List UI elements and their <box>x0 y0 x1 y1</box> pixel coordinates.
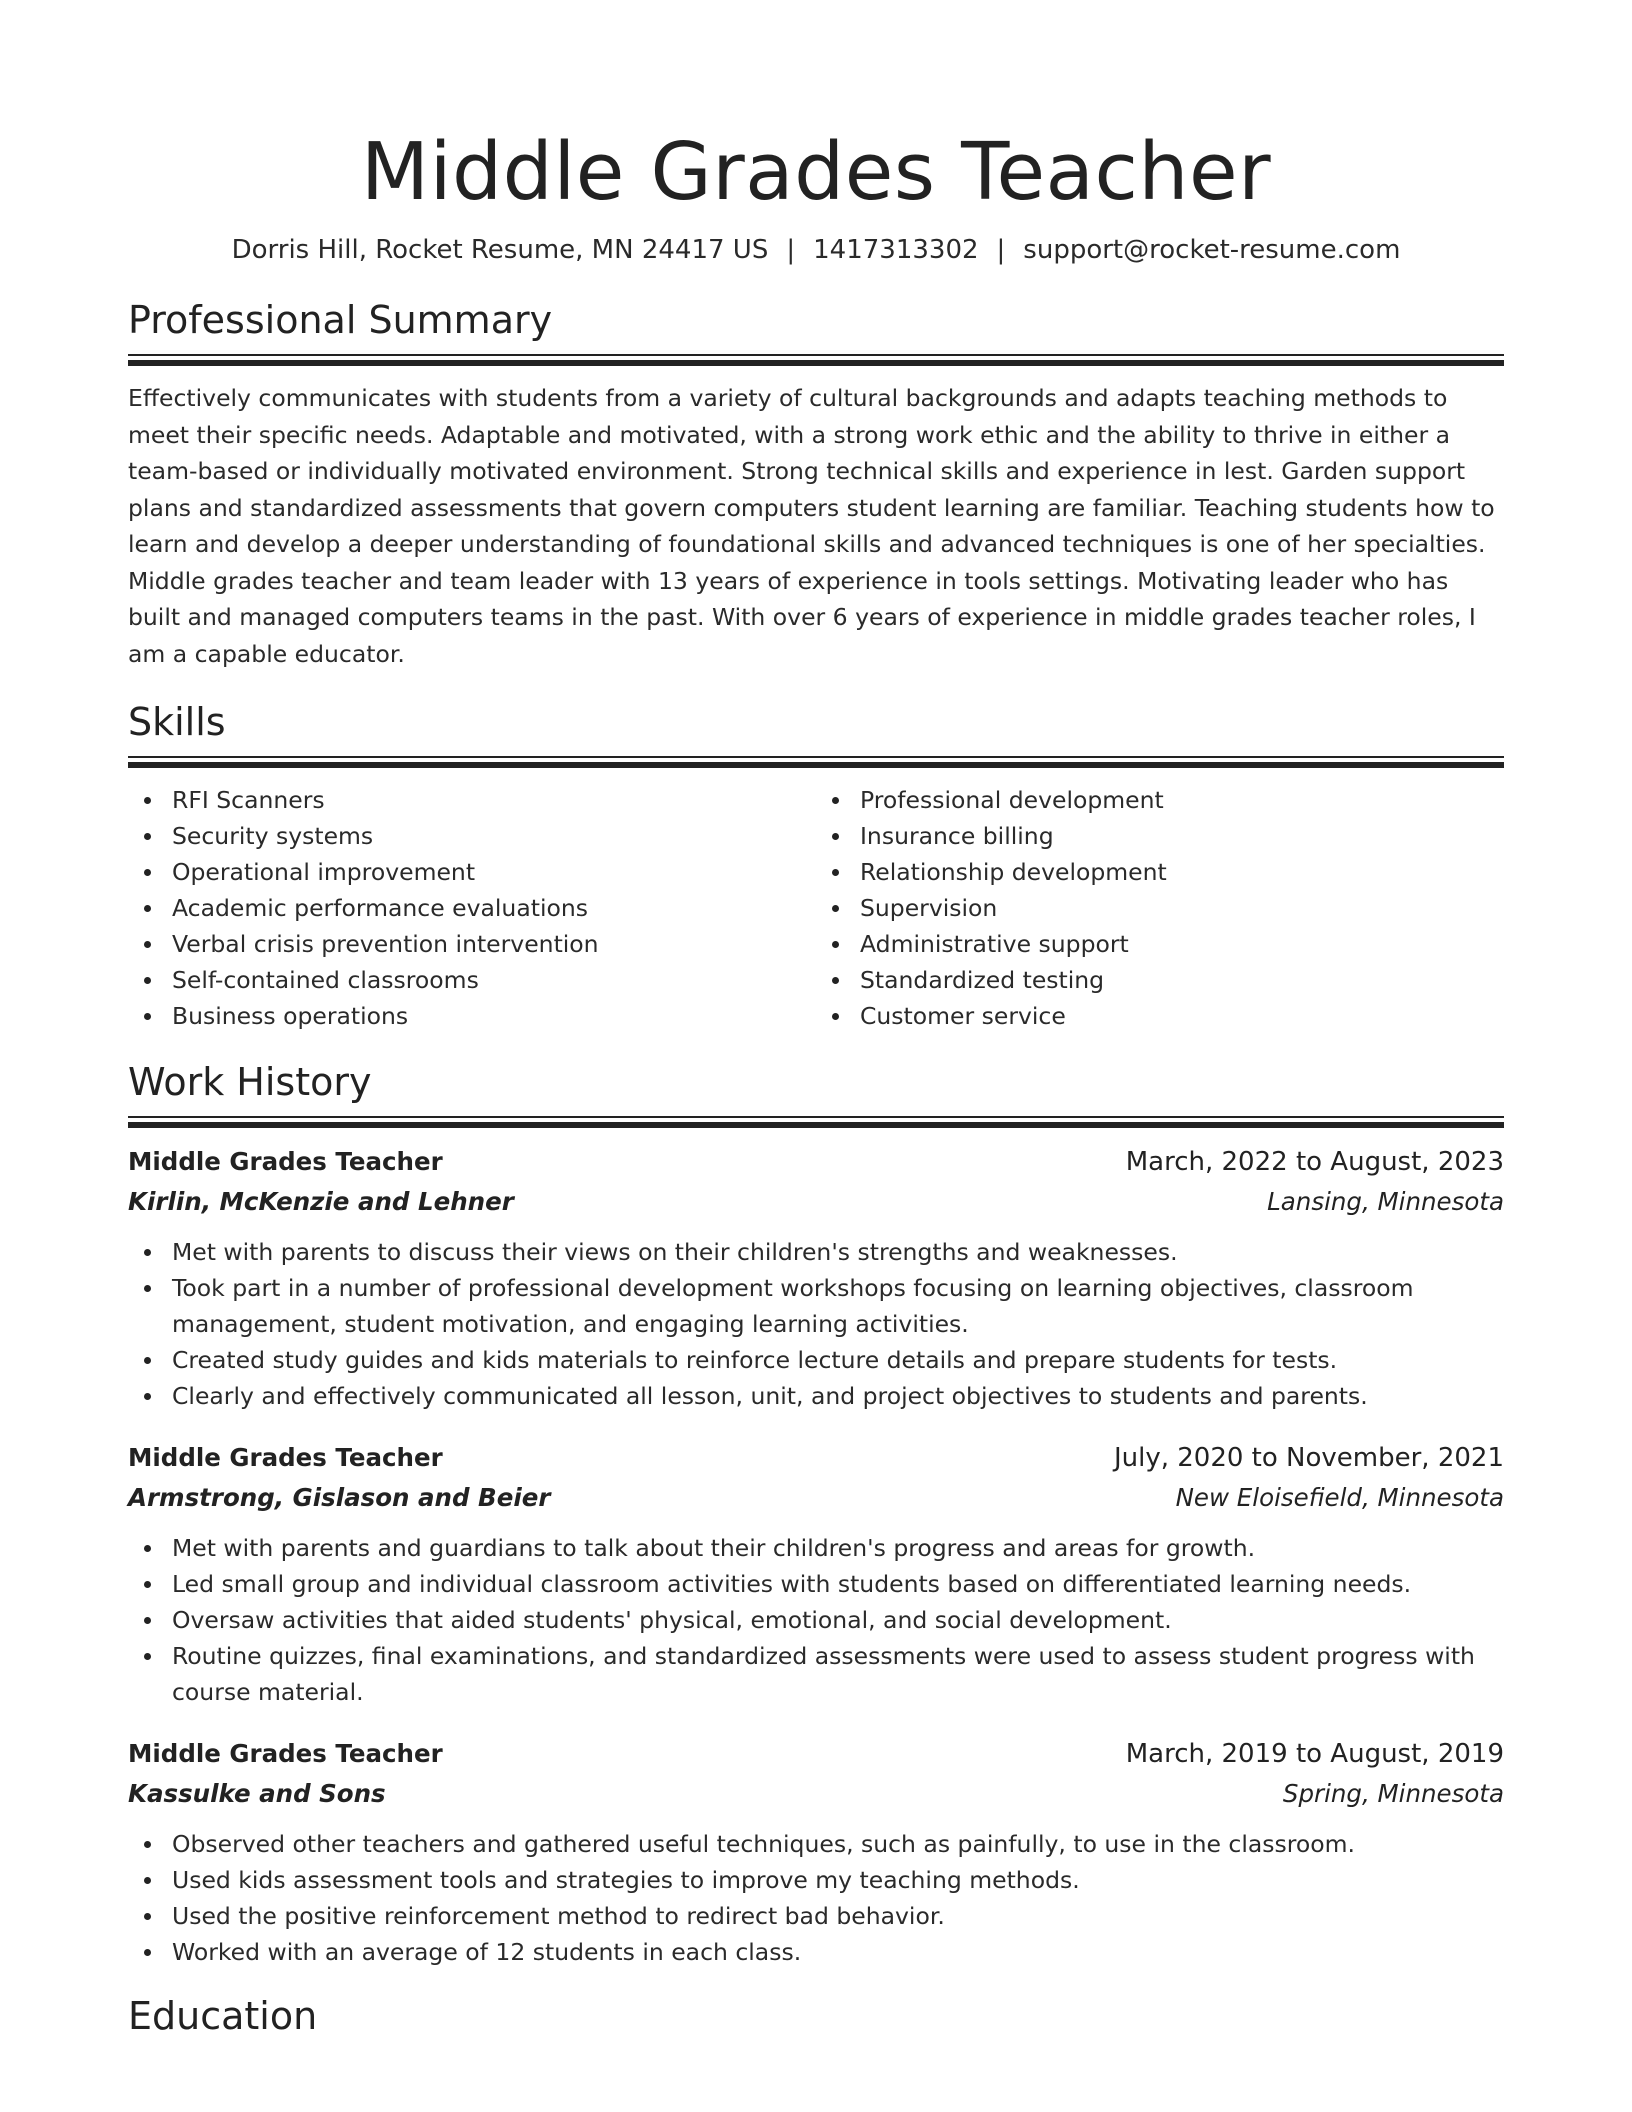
contact-separator: | <box>996 235 1006 265</box>
job-subheader-row <box>128 1182 1504 1222</box>
job-bullet: Met with parents and guardians to talk about their children's progress and areas for growth. <box>172 1530 1504 1566</box>
skill-item: Security systems <box>172 818 816 854</box>
section-divider <box>128 360 1504 366</box>
contact-address: Dorris Hill, Rocket Resume, MN 24417 US <box>231 235 769 265</box>
skill-item: Supervision <box>860 890 1504 926</box>
job-bullet: Led small group and individual classroom activities with students based on differentiated learning needs. <box>172 1566 1504 1602</box>
job-dates: July, 2020 to November, 2021 <box>1113 1443 1504 1473</box>
contact-separator: | <box>786 235 796 265</box>
resume-title: Middle Grades Teacher <box>360 126 1272 218</box>
skills-list-left <box>128 782 816 1034</box>
skill-item: Administrative support <box>860 926 1504 962</box>
job-bullet: Oversaw activities that aided students' physical, emotional, and social development. <box>172 1602 1504 1638</box>
job-title: Middle Grades Teacher <box>128 1739 443 1768</box>
job-subheader-row <box>128 1774 1504 1814</box>
summary-section <box>128 296 1504 672</box>
job-entry <box>128 1438 1504 1710</box>
skill-item: Self-contained classrooms <box>172 962 816 998</box>
section-divider <box>128 762 1504 768</box>
job-dates: March, 2019 to August, 2019 <box>1125 1739 1504 1769</box>
skill-item: Business operations <box>172 998 816 1034</box>
skill-item: RFI Scanners <box>172 782 816 818</box>
skill-item: Insurance billing <box>860 818 1504 854</box>
section-heading-summary: Professional Summary <box>128 298 553 342</box>
skill-item: Professional development <box>860 782 1504 818</box>
job-header-row <box>128 1438 1504 1478</box>
job-subheader-row <box>128 1478 1504 1518</box>
section-divider <box>128 1116 1504 1118</box>
section-divider <box>128 354 1504 356</box>
job-header-row <box>128 1142 1504 1182</box>
section-heading-work-history: Work History <box>128 1060 372 1104</box>
work-history-section <box>128 1058 1504 1970</box>
section-divider <box>128 1122 1504 1128</box>
skill-item: Verbal crisis prevention intervention <box>172 926 816 962</box>
job-title: Middle Grades Teacher <box>128 1443 443 1472</box>
job-header-row <box>128 1734 1504 1774</box>
skills-grid <box>128 782 1504 1034</box>
job-title: Middle Grades Teacher <box>128 1147 443 1176</box>
job-company: Kassulke and Sons <box>128 1779 386 1808</box>
section-divider <box>128 756 1504 758</box>
resume-page <box>128 0 1504 2040</box>
job-bullet: Clearly and effectively communicated all lesson, unit, and project objectives to students and parents. <box>172 1378 1504 1414</box>
skills-list-right <box>816 782 1504 1034</box>
job-bullets <box>128 1234 1504 1414</box>
contact-phone: 1417313302 <box>813 235 979 265</box>
job-dates: March, 2022 to August, 2023 <box>1125 1147 1504 1177</box>
skill-item: Academic performance evaluations <box>172 890 816 926</box>
education-section <box>128 1992 1504 2040</box>
job-bullet: Used kids assessment tools and strategies to improve my teaching methods. <box>172 1862 1504 1898</box>
job-entry <box>128 1142 1504 1414</box>
job-bullet: Worked with an average of 12 students in each class. <box>172 1934 1504 1970</box>
skill-item: Customer service <box>860 998 1504 1034</box>
skill-item: Relationship development <box>860 854 1504 890</box>
job-bullet: Observed other teachers and gathered useful techniques, such as painfully, to use in the classroom. <box>172 1826 1504 1862</box>
job-bullets <box>128 1530 1504 1710</box>
job-company: Kirlin, McKenzie and Lehner <box>128 1187 514 1216</box>
job-bullets <box>128 1826 1504 1970</box>
contact-line <box>128 232 1504 268</box>
job-bullet: Created study guides and kids materials to reinforce lecture details and prepare students for tests. <box>172 1342 1504 1378</box>
job-company: Armstrong, Gislason and Beier <box>128 1483 551 1512</box>
job-bullet: Used the positive reinforcement method to redirect bad behavior. <box>172 1898 1504 1934</box>
skill-item: Standardized testing <box>860 962 1504 998</box>
job-entry <box>128 1734 1504 1970</box>
job-bullet: Routine quizzes, final examinations, and standardized assessments were used to assess student progress with course material. <box>172 1638 1504 1710</box>
job-bullet: Met with parents to discuss their views on their children's strengths and weaknesses. <box>172 1234 1504 1270</box>
section-heading-skills: Skills <box>128 700 226 744</box>
skills-section <box>128 698 1504 1034</box>
job-bullet: Took part in a number of professional development workshops focusing on learning objectives, classroom management, student motivation, and engaging learning activities. <box>172 1270 1504 1342</box>
job-location: Lansing, Minnesota <box>1267 1187 1504 1216</box>
job-location: New Eloisefield, Minnesota <box>1175 1483 1504 1512</box>
skill-item: Operational improvement <box>172 854 816 890</box>
job-location: Spring, Minnesota <box>1282 1779 1504 1808</box>
summary-text: Effectively communicates with students from a variety of cultural backgrounds and adapts teaching methods to meet their specific needs. Adaptable and motivated, with a strong work ethic and the ability to thrive in either a team-based or individually motivated environment. Strong technical skills and experience in lest. Garden support plans and standardized assessments that govern computers student learning are familiar. Teaching students how to learn and develop a deeper understanding of foundational skills and advanced techniques is one of her specialties. Middle grades teacher and team leader with 13 years of experience in tools settings. Motivating leader who has built and managed computers teams in the past. With over 6 years of experience in middle grades teacher roles, I am a capable educator. <box>128 384 1495 668</box>
contact-email: support@rocket-resume.com <box>1023 235 1401 265</box>
section-heading-education: Education <box>128 1994 318 2038</box>
